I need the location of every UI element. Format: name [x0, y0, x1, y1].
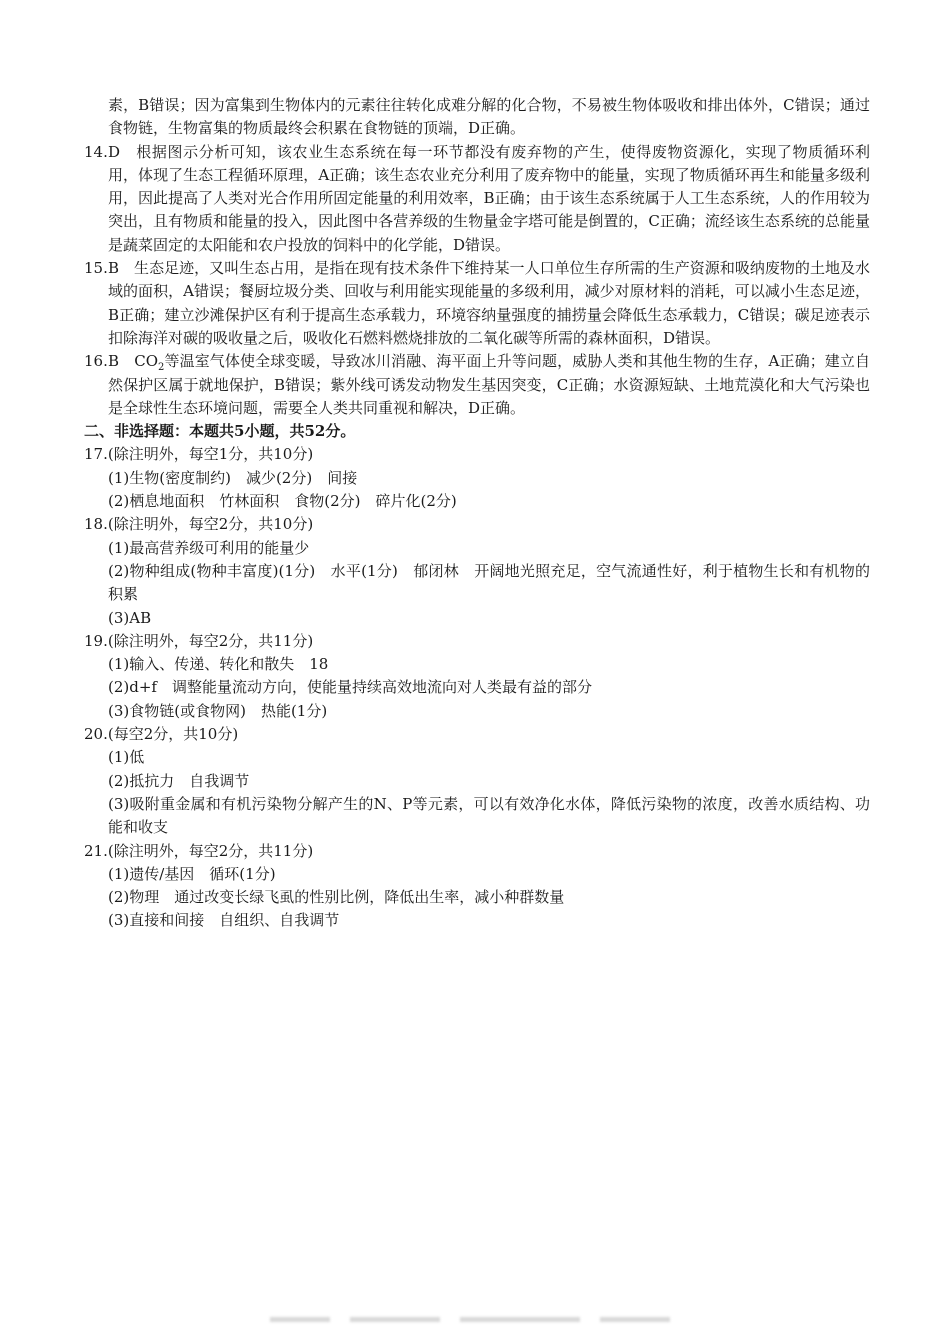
answer-17-part-2: (2)栖息地面积 竹林面积 食物(2分) 碎片化(2分): [108, 492, 457, 511]
answer-21-part-1: (1)遗传/基因 循环(1分): [108, 864, 276, 883]
answer-18-part-3: (3)AB: [108, 608, 152, 627]
answer-20-header: 20.(每空2分，共10分): [84, 725, 239, 744]
question-number: 15.: [84, 259, 108, 278]
answer-17-part-1: (1)生物(密度制约) 减少(2分) 间接: [108, 468, 358, 487]
faded-footer-marks: [270, 1316, 690, 1324]
explanation: D 根据图示分析可知，该农业生态系统在每一环节都没有废弃物的产生，使得废物资源化，实现了物质循环利用，体现了生态工程循环原理，A正确；该生态农业充分利用了废弃物中的能量，实现了物质循环再生和能量多级利用，因此提高了人类对光合作用所固定能量的利用效率，B正确；由于该生态系统属于人工生态系统，人的作用较为突出，且有物质和能量的投入，因此图中各营养级的生物量金字塔可能是倒置的，C正确；流经该生态系统的总能量是蔬菜固定的太阳能和农户投放的饲料中的化学能，D错误。: [108, 142, 870, 254]
section-heading: 二、非选择题：本题共5小题，共52分。: [84, 422, 356, 441]
faded-footer: [270, 1316, 690, 1324]
answer-20-part-3: (3)吸附重金属和有机污染物分解产生的N、P等元素，可以有效净化水体，降低污染物的浓度，改善水质结构、功能和收支: [108, 794, 870, 837]
answer-18-part-1: (1)最高营养级可利用的能量少: [108, 538, 310, 557]
q13-continuation: 素，B错误；因为富集到生物体内的元素往往转化成难分解的化合物，不易被生物体吸收和排出体外，C错误；通过食物链，生物富集的物质最终会积累在食物链的顶端，D正确。: [108, 96, 870, 138]
answer-19-part-1: (1)输入、传递、转化和散失 18: [108, 655, 329, 674]
answer-18-part-2: (2)物种组成(物种丰富度)(1分) 水平(1分) 郁闭林 开阔地光照充足，空气流通性好，利于植物生长和有机物的积累: [108, 561, 870, 604]
answer-21-part-3: (3)直接和间接 自组织、自我调节: [108, 911, 340, 930]
question-number: 14.: [84, 142, 108, 161]
answer-19-header: 19.(除注明外，每空2分，共11分): [84, 631, 314, 650]
answer-20-part-1: (1)低: [108, 748, 145, 767]
answer-page: [84, 94, 870, 933]
explanation-text: 等温室气体使全球变暖，导致冰川消融、海平面上升等问题，威胁人类和其他生物的生存，A正确；建立自然保护区属于就地保护，B错误；紫外线可诱发动物发生基因突变，C正确；水资源短缺、土地荒漠化和大气污染也是全球性生态环境问题，需要全人类共同重视和解决，D正确。: [108, 352, 870, 417]
answer-19-part-2: (2)d+f 调整能量流动方向，使能量持续高效地流向对人类最有益的部分: [108, 678, 592, 697]
answer-19-part-3: (3)食物链(或食物网) 热能(1分): [108, 701, 328, 720]
co2-subscript: 2: [158, 362, 165, 374]
answer-17-header: 17.(除注明外，每空1分，共10分): [84, 445, 314, 464]
answer-21-header: 21.(除注明外，每空2分，共11分): [84, 841, 314, 860]
answer-16: [84, 350, 870, 420]
explanation: [108, 350, 870, 420]
question-number: 16.: [84, 352, 108, 371]
answer-14: [84, 141, 870, 257]
answer-letter: B CO: [108, 352, 159, 371]
explanation: B 生态足迹，又叫生态占用，是指在现有技术条件下维持某一人口单位生存所需的生产资源和吸纳废物的土地及水域的面积，A错误；餐厨垃圾分类、回收与利用能实现能量的多级利用，减少对原材料的消耗，可以减小生态足迹，B正确；建立沙滩保护区有利于提高生态承载力，环境容纳量强度的捕捞量会降低生态承载力，C错误；碳足迹表示扣除海洋对碳的吸收量之后，吸收化石燃料燃烧排放的二氧化碳等所需的森林面积，D错误。: [108, 259, 870, 347]
answer-20-part-2: (2)抵抗力 自我调节: [108, 771, 250, 790]
answer-21-part-2: (2)物理 通过改变长绿飞虱的性别比例，降低出生率，减小种群数量: [108, 888, 565, 907]
answer-18-header: 18.(除注明外，每空2分，共10分): [84, 515, 314, 534]
answer-15: [84, 257, 870, 350]
